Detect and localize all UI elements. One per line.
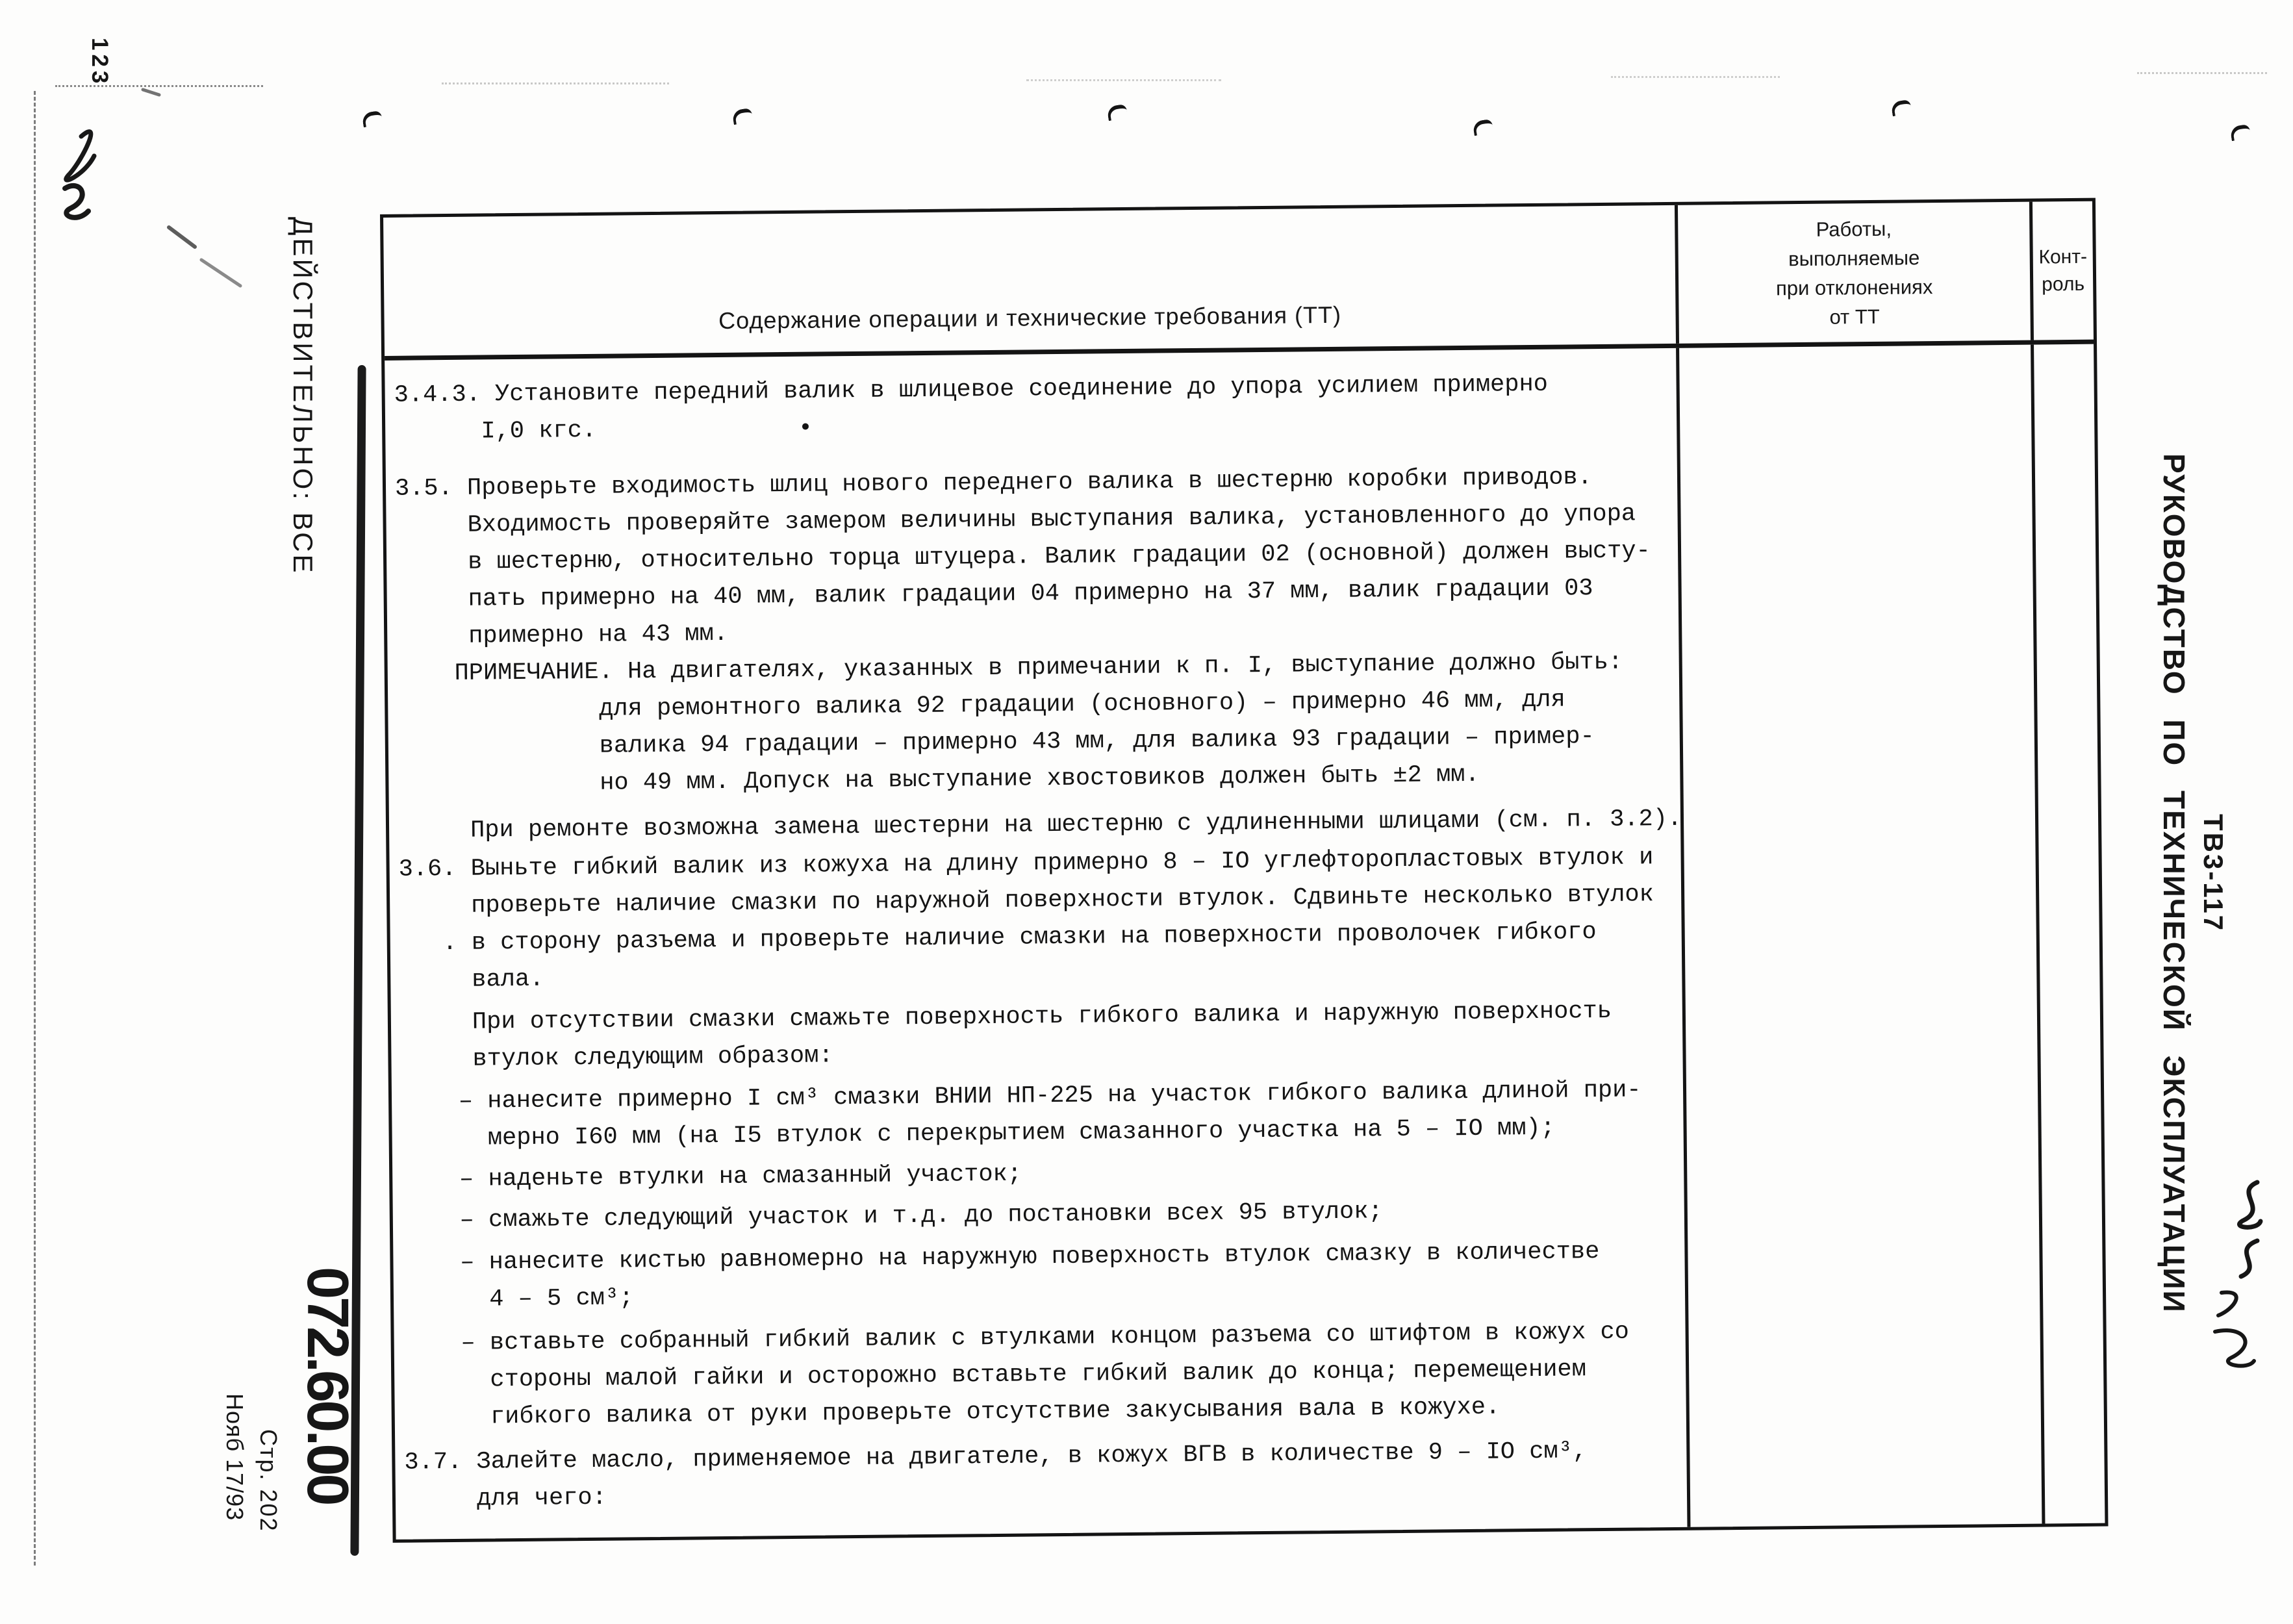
operations-table <box>380 198 2109 1543</box>
document-number: 072.60.00 <box>295 1267 360 1504</box>
bullet-insert-shaft: – вставьте собранный гибкий валик с втулками концом разъема со штифтом в кожух со стороны малой гайки и осторожно вставьте гибкий валик до конца; перемещением гибкого валика от руки проверьте отсутствие закусывания вала в кожухе. <box>403 1318 1630 1432</box>
bullet-brush-grease: – нанесите кистью равномерно на наружную поверхность втулок смазку в количестве 4 – 5 см³; <box>402 1238 1600 1314</box>
para-no-grease: При отсутствии смазки смажьте поверхность гибкого валика и наружную поверхность втулок следующим образом: <box>399 997 1612 1074</box>
handwritten-annotation-scribble <box>2196 1169 2293 1384</box>
engine-model: ТВ3-117 <box>2198 814 2229 933</box>
binding-curl-mark <box>361 110 383 127</box>
header-control: Конт- роль <box>2038 246 2088 295</box>
scan-dotted-edge <box>1026 79 1221 81</box>
page-reference: Стр. 202 <box>255 1429 282 1532</box>
header-deviation-works: Работы, выполняемые при отклонениях от ТТ <box>1678 202 2034 344</box>
scan-dotted-edge <box>442 82 669 84</box>
para-note: ПРИМЕЧАНИЕ. На двигателях, указанных в примечании к п. I, выступание должно быть: для ремонтного валика 92 градации (основного) – примерно 46 мм, для валика 94 градации – примерно 43 мм, для валика 93 градации – пример- но 49 мм. Допуск на выступание хвостовиков должен быть ±2 мм. <box>396 648 1623 799</box>
para-repair-note: При ремонте возможна замена шестерни на шестерню с удлиненными шлицами (см. п. 3.2). <box>398 805 1682 845</box>
deviation-works-cell <box>1679 345 2045 1527</box>
para-3-4-3: 3.4.3. Установите передний валик в шлицевое соединение до упора усилием примерно I,0 кгс. • <box>394 370 1549 446</box>
date-reference: Нояб 17/93 <box>222 1393 248 1521</box>
para-3-7: 3.7. Залейте масло, применяемое на двигателе, в кожух ВГВ в количестве 9 – IO см³, для чего: <box>404 1438 1588 1514</box>
margin-page-number: 123 <box>87 38 112 88</box>
para-3-5: 3.5. Проверьте входимость шлиц нового переднего валика в шестерню коробки приводов. Входимость проверяйте замером величины выступания валика, установленного до упора в шестерню, относительно торца штуцера. Валик градации 02 (основной) должен высту- пать примерно на 40 мм, валик градации 04 примерно на 37 мм, валик градации 03 примерно на 43 мм. <box>394 464 1651 651</box>
page-edge-dashed-line <box>34 91 36 1566</box>
validity-label: ДЕЙСТВИТЕЛЬНО: ВСЕ <box>288 217 318 576</box>
bullet-grease-next: – смажьте следующий участок и т.д. до постановки всех 95 втулок; <box>401 1198 1383 1235</box>
control-cell <box>2034 344 2105 1524</box>
bullet-put-bushings: – наденьте втулки на смазанный участок; <box>401 1160 1022 1194</box>
header-operation-content: Содержание операции и технические требования (ТТ) <box>383 205 1679 356</box>
handwritten-scribble <box>45 78 253 299</box>
manual-title: РУКОВОДСТВО ПО ТЕХНИЧЕСКОЙ ЭКСПЛУАТАЦИИ <box>2157 453 2191 1313</box>
binding-curl-mark <box>1472 119 1493 136</box>
binding-curl-mark <box>2229 124 2251 141</box>
table-header-row <box>383 201 2094 361</box>
binding-curl-mark <box>731 108 753 125</box>
bullet-apply-grease: – нанесите примерно I см³ смазки ВНИИ НП-225 на участок гибкого валика длиной при- мерно I60 мм (на I5 втулок с перекрытием смазанного участка на 5 – IO мм); <box>400 1076 1641 1153</box>
operation-content-cell <box>385 348 1690 1540</box>
scan-dotted-edge <box>2137 72 2267 74</box>
binding-curl-mark <box>1106 104 1128 121</box>
table-body-row <box>385 344 2105 1540</box>
binding-curl-mark <box>1890 99 1912 116</box>
scan-dotted-edge <box>1611 76 1780 78</box>
para-3-6: 3.6. Выньте гибкий валик из кожуха на длину примерно 8 – IO углефторопластовых втулок и проверьте наличие смазки по наружной поверхности втулок. Сдвиньте несколько втулок . в сторону разъема и проверьте наличие смазки на поверхности проволочек гибкого вала. <box>398 844 1654 995</box>
